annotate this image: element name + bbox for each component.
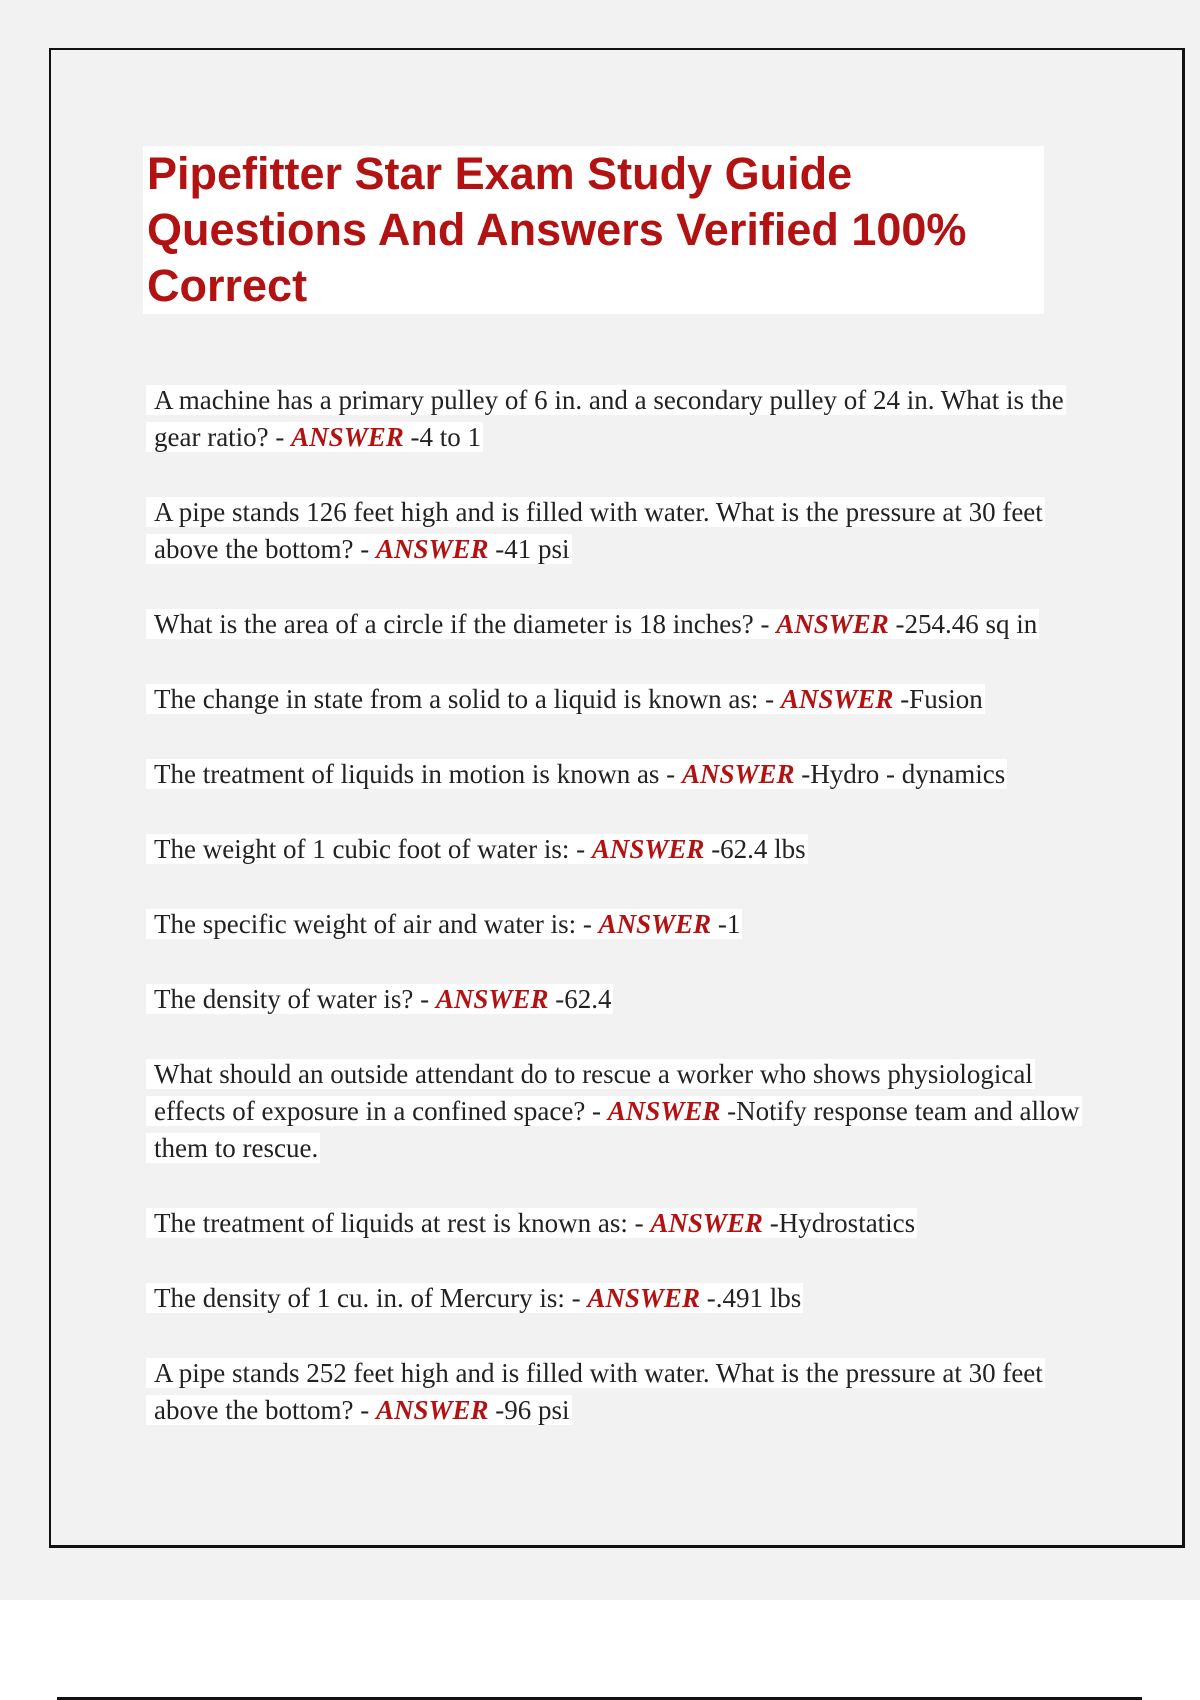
answer-text: -Hydro - dynamics [794,759,1006,789]
answer-text: -Fusion [893,684,983,714]
answer-text: -4 to 1 [403,422,481,452]
question-text: The treatment of liquids in motion is known as - [154,759,682,789]
answer-label: ANSWER [598,909,712,939]
qa-item [146,1355,1096,1429]
question-text: The density of water is? - [154,984,436,1014]
question-text: The treatment of liquids at rest is known as: - [154,1208,651,1238]
qa-item [146,681,1096,718]
qa-item [146,606,1096,643]
qa-item [146,494,1096,568]
title-box [143,146,1044,314]
qa-item [146,382,1096,456]
answer-label: ANSWER [681,759,795,789]
answer-label: ANSWER [650,1208,763,1238]
answer-text: -62.4 [548,984,612,1014]
qa-item [146,1280,1096,1317]
answer-label: ANSWER [375,1395,489,1425]
qa-item [146,981,1096,1018]
question-text: What should an outside attendant do to rescue a worker who shows physiological effects of exposure in a confined space? - [154,1059,1033,1126]
question-text: A machine has a primary pulley of 6 in. and a secondary pulley of 24 in. What is the gear ratio? - [154,385,1064,452]
question-text: The change in state from a solid to a liquid is known as: - [154,684,781,714]
answer-label: ANSWER [587,1283,700,1313]
answer-label: ANSWER [776,609,889,639]
qa-list [146,382,1096,1429]
question-text: What is the area of a circle if the diameter is 18 inches? - [154,609,777,639]
answer-text: -Hydrostatics [762,1208,916,1238]
question-text: A pipe stands 126 feet high and is filled with water. What is the pressure at 30 feet above the bottom? - [154,497,1043,564]
answer-label: ANSWER [375,534,489,564]
question-text: A pipe stands 252 feet high and is filled with water. What is the pressure at 30 feet above the bottom? - [154,1358,1043,1425]
answer-text: -254.46 sq in [888,609,1038,639]
answer-text: -Notify response team and allow them to rescue. [154,1096,1080,1163]
answer-text: -1 [711,909,741,939]
answer-text: -62.4 lbs [704,834,806,864]
document-title: Pipefitter Star Exam Study Guide Questions And Answers Verified 100% Correct [147,148,967,311]
answer-label: ANSWER [435,984,549,1014]
answer-text: -96 psi [488,1395,570,1425]
answer-label: ANSWER [780,684,894,714]
answer-text: -.491 lbs [699,1283,802,1313]
answer-label: ANSWER [591,834,705,864]
qa-item [146,906,1096,943]
answer-label: ANSWER [291,422,404,452]
answer-text: -41 psi [488,534,570,564]
qa-item [146,831,1096,868]
answer-label: ANSWER [607,1096,721,1126]
qa-item [146,756,1096,793]
question-text: The specific weight of air and water is: - [154,909,599,939]
question-text: The density of 1 cu. in. of Mercury is: - [154,1283,588,1313]
qa-item [146,1205,1096,1242]
question-text: The weight of 1 cubic foot of water is: - [154,834,592,864]
qa-item [146,1056,1096,1167]
